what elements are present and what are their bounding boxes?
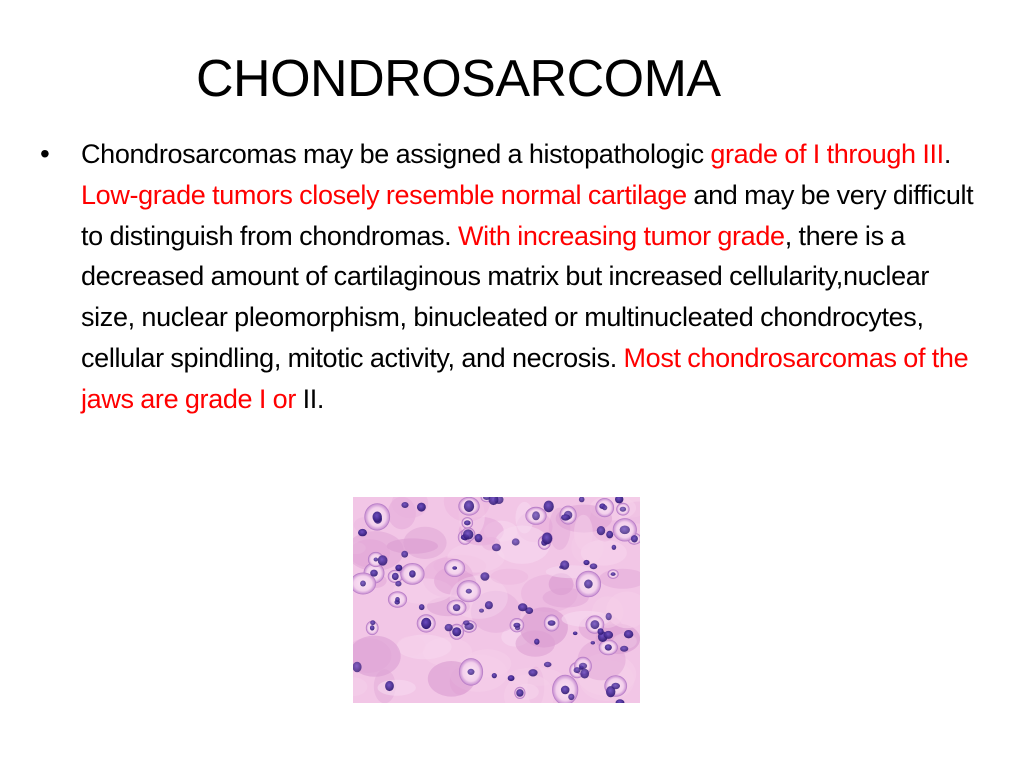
cell-nucleus (370, 570, 378, 577)
cell-nucleus (620, 507, 626, 512)
cell-nucleus (395, 597, 400, 602)
cell-nucleus (378, 555, 388, 565)
cell-nucleus (605, 644, 612, 650)
cell-nucleus (591, 620, 600, 629)
histology-micrograph-icon (353, 497, 640, 703)
highlighted-segment: With increasing tumor grade (457, 220, 785, 251)
text-segment: II. (302, 383, 325, 414)
cell-nucleus (583, 560, 589, 565)
cell-nucleus (542, 533, 552, 545)
cell-nucleus (590, 563, 598, 569)
cell-nucleus (611, 572, 616, 576)
cell-nucleus (597, 526, 605, 535)
cell-nucleus (370, 625, 375, 630)
cell-nucleus (579, 663, 587, 669)
cell-nucleus (591, 641, 595, 644)
cell-nucleus (606, 531, 613, 539)
cell-nucleus (395, 581, 401, 587)
cell-nucleus (392, 573, 399, 580)
cell-nucleus (548, 620, 556, 626)
cell-nucleus (464, 520, 471, 525)
cell-nucleus (385, 681, 394, 691)
cell-nucleus (611, 683, 620, 689)
highlighted-segment: grade of I through III (710, 139, 944, 169)
cell-nucleus (453, 604, 460, 611)
cell-nucleus (370, 620, 375, 625)
cell-nucleus (463, 529, 473, 539)
cell-nucleus (452, 566, 457, 569)
matrix-blob (403, 527, 446, 559)
cell-nucleus (485, 601, 493, 609)
cell-nucleus (419, 604, 425, 610)
cell-nucleus (395, 565, 402, 571)
cell-nucleus (580, 669, 589, 679)
cell-nucleus (464, 500, 474, 512)
cell-nucleus (568, 694, 574, 700)
cell-nucleus (492, 544, 501, 552)
matrix-blob (574, 515, 593, 550)
cell-nucleus (353, 662, 362, 673)
cell-nucleus (508, 675, 515, 681)
cell-nucleus (401, 502, 408, 508)
cell-nucleus (513, 623, 520, 628)
cell-nucleus (574, 667, 581, 673)
text-segment: , there is a decreased amount of cartilaginous matrix but increased cellularity,nuclear size, nuclear pleomorphism, binucleated or multinucleated chondrocytes, cellular spindling, mitotic activity, and necrosis. (81, 220, 930, 373)
bullet-text (81, 134, 976, 420)
cell-nucleus (573, 632, 578, 636)
bullet-dot: • (40, 138, 50, 169)
cell-nucleus (620, 526, 630, 535)
cell-nucleus (544, 501, 554, 513)
cell-nucleus (631, 535, 638, 542)
highlighted-segment: Most chondrosarcomas of the jaws are grade I or (81, 342, 969, 414)
cell-nucleus (584, 580, 593, 589)
cell-nucleus (358, 529, 367, 536)
cell-nucleus (480, 572, 489, 581)
cell-nucleus (534, 639, 539, 645)
cell-nucleus (374, 558, 378, 562)
matrix-blob (397, 636, 426, 656)
cell-nucleus (602, 505, 607, 510)
text-segment: . (943, 139, 951, 169)
cell-nucleus (528, 669, 537, 676)
text-segment: and may be very difficult to distinguish from chondromas. (81, 179, 974, 251)
cell-nucleus (544, 662, 552, 667)
matrix-blob (491, 569, 529, 585)
cell-nucleus (360, 581, 366, 587)
slide-title: CHONDROSARCOMA (196, 50, 721, 108)
cell-nucleus (468, 669, 475, 675)
cell-nucleus (612, 545, 617, 550)
cell-nucleus (492, 673, 497, 678)
cell-nucleus (516, 689, 523, 697)
cell-nucleus (373, 512, 382, 523)
cell-nucleus (475, 534, 483, 542)
cell-nucleus (463, 620, 470, 625)
cell-nucleus (452, 627, 461, 636)
cell-nucleus (409, 570, 416, 577)
cell-nucleus (604, 631, 613, 639)
cell-nucleus (620, 646, 628, 652)
cell-nucleus (532, 511, 540, 520)
cell-nucleus (560, 560, 569, 569)
cell-nucleus (466, 589, 472, 594)
highlighted-segment: Low-grade tumors closely resemble normal cartilage (81, 179, 687, 210)
cell-nucleus (518, 603, 527, 611)
histology-micrograph-svg (353, 497, 640, 703)
text-segment: Chondrosarcomas may be assigned a histopathologic (81, 139, 711, 169)
cell-nucleus (401, 551, 408, 558)
cell-nucleus (606, 613, 612, 620)
cell-nucleus (624, 630, 633, 638)
cell-nucleus (561, 686, 570, 695)
cell-nucleus (417, 503, 426, 512)
cell-nucleus (445, 624, 453, 631)
cell-nucleus (512, 538, 520, 545)
cell-nucleus (598, 628, 604, 635)
cell-nucleus (421, 618, 431, 629)
cell-nucleus (479, 609, 484, 613)
cell-nucleus (561, 514, 570, 520)
matrix-blob (378, 680, 416, 696)
